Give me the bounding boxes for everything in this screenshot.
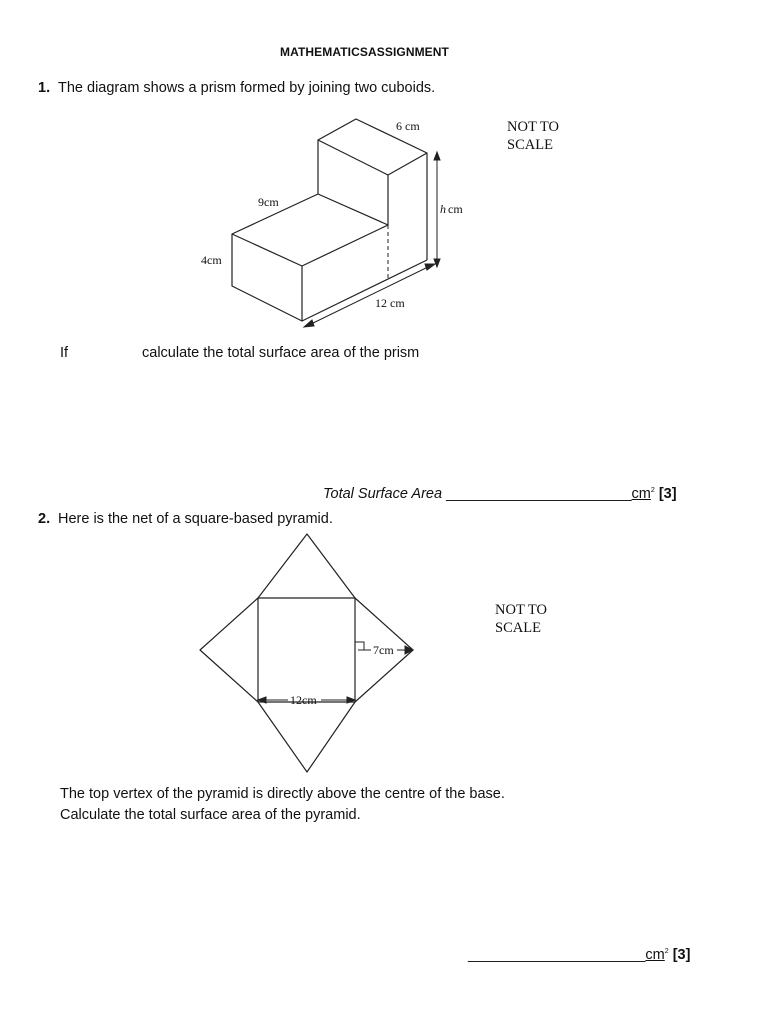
answer-unit-power-2: 2 xyxy=(664,948,669,956)
question-2-line-2: Calculate the total surface area of the pyramid. xyxy=(60,807,361,823)
label-height-unit: cm xyxy=(448,202,463,216)
not-to-scale-line-2: SCALE xyxy=(507,137,553,153)
answer-unit-1: cm xyxy=(631,486,651,502)
question-2-number: 2. xyxy=(38,511,51,527)
marks-2: [3] xyxy=(672,947,691,963)
label-depth: 9cm xyxy=(258,195,279,209)
question-2-statement: Here is the net of a square-based pyramid. xyxy=(58,511,333,527)
answer-blank-1[interactable]: _______________________ xyxy=(446,486,632,502)
question-1-statement: The diagram shows a prism formed by joining two cuboids. xyxy=(58,80,436,96)
answer-blank-2[interactable]: ______________________ xyxy=(468,947,646,963)
label-base: 12cm xyxy=(290,693,317,707)
not-to-scale-line-2: SCALE xyxy=(495,620,541,636)
question-1-number: 1. xyxy=(38,80,51,96)
answer-line-2 xyxy=(468,947,690,963)
marks-1: [3] xyxy=(658,486,677,502)
answer-unit-power-1: 2 xyxy=(650,487,655,495)
question-2-line-1: The top vertex of the pyramid is directly above the centre of the base. xyxy=(60,786,505,802)
label-slant: 7cm xyxy=(373,643,394,657)
net-square-base xyxy=(258,598,355,702)
not-to-scale-line-1: NOT TO xyxy=(495,602,547,618)
label-top-width: 6 cm xyxy=(396,119,420,133)
label-height-variable: h xyxy=(440,202,446,216)
answer-label-1: Total Surface Area xyxy=(323,486,443,502)
not-to-scale-note-2 xyxy=(495,601,547,637)
right-angle-marker xyxy=(355,642,364,650)
question-1-instruction: calculate the total surface area of the prism xyxy=(142,345,420,361)
label-length: 12 cm xyxy=(375,296,405,310)
page-title: MATHEMATICSASSIGNMENT xyxy=(280,45,449,59)
not-to-scale-line-1: NOT TO xyxy=(507,119,559,135)
answer-unit-2: cm xyxy=(645,947,665,963)
label-front-height: 4cm xyxy=(201,253,222,267)
condition-prefix: If xyxy=(60,345,69,361)
